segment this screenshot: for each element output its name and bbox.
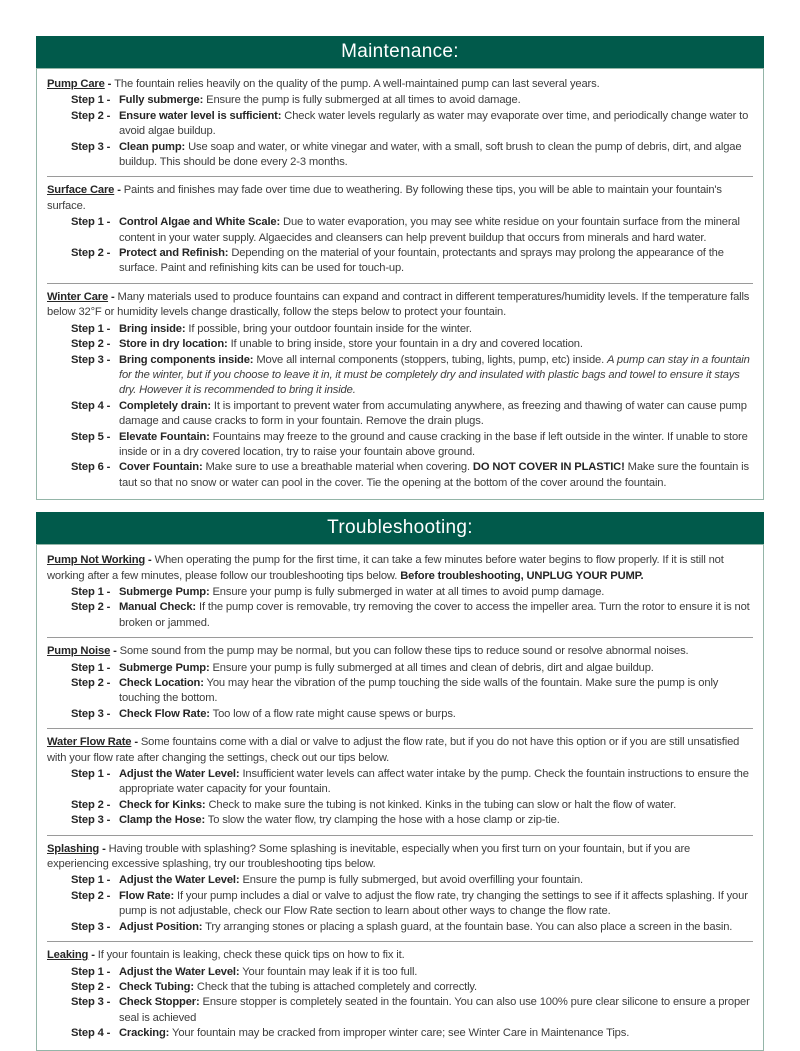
text-segment: The fountain relies heavily on the quality of the pump. A well-maintained pump can last several years. [114, 78, 600, 90]
step-row [71, 109, 753, 140]
step-label: Step 3 - [71, 140, 111, 153]
troubleshooting-body [36, 544, 764, 1050]
group-name: Pump Not Working [47, 554, 146, 567]
step-row [71, 676, 753, 707]
step-body [119, 430, 753, 461]
group-intro [47, 842, 753, 873]
step-label: Step 2 - [71, 889, 111, 902]
step-label: Step 1 - [71, 965, 111, 978]
step-body [119, 337, 753, 352]
step-title: Clean pump: [119, 140, 186, 153]
step-body [119, 707, 753, 722]
step-label: Step 1 - [71, 768, 111, 781]
step-label: Step 2 - [71, 980, 111, 993]
text-segment: Before troubleshooting, UNPLUG YOUR PUMP. [400, 569, 644, 582]
care-group [47, 835, 753, 935]
group-intro [47, 77, 753, 92]
step-body [119, 798, 753, 813]
text-segment: Ensure the pump is fully submerged at all times to avoid damage. [206, 94, 521, 107]
group-dash: - [104, 78, 115, 90]
text-segment: Your fountain may leak if it is too full. [242, 965, 418, 978]
step-row [71, 430, 753, 461]
text-segment: A pump can stay in a fountain for the winter, but if you choose to leave it in, it must be completely dry and insulated with plastic bags and towel to ensure it stays dry. However it is recommended to bring it inside. [119, 353, 750, 397]
text-segment: Due to water evaporation, you may see white residue on your fountain surface from the mineral content in your water supply. Algaecides and cleansers can help prevent buildup that occurs from minerals and hard water. [119, 216, 740, 244]
group-dash: - [131, 736, 141, 749]
care-group [47, 637, 753, 722]
step-body [119, 920, 753, 935]
step-row [71, 995, 753, 1026]
text-segment: Check that the tubing is attached completely and correctly. [196, 980, 477, 993]
text-segment: Some fountains come with a dial or valve to adjust the flow rate, but if you do not have this option or if you are still unsatisfied with your flow rate after changing the settings, check out our tips below. [47, 736, 740, 764]
maintenance-header [36, 36, 764, 68]
text-segment: Use soap and water, or white vinegar and water, with a small, soft brush to clean the pump of debris, dirt, and algae buildup. This should be done every 2-3 months. [119, 140, 742, 169]
text-segment: Many materials used to produce fountains can expand and contract in different temperatures/humidity levels. If the temperature falls below 32°F or humidity levels change drastically, follow the steps below to protect your fountain. [47, 290, 750, 319]
step-title: Manual Check: [119, 601, 197, 614]
step-label: Step 2 - [71, 338, 111, 351]
step-title: Adjust the Water Level: [119, 965, 240, 978]
step-row [71, 965, 753, 980]
step-body [119, 980, 753, 995]
text-segment: If possible, bring your outdoor fountain inside for the winter. [188, 322, 472, 335]
step-body [119, 873, 753, 888]
step-row [71, 813, 753, 828]
step-body [119, 585, 753, 600]
text-segment: Paints and finishes may fade over time due to weathering. By following these tips, you will be able to maintain your fountain's surface. [47, 184, 722, 212]
step-title: Protect and Refinish: [119, 247, 229, 260]
group-name: Water Flow Rate [47, 736, 132, 749]
step-row [71, 1026, 753, 1041]
text-segment: Try arranging stones or placing a splash guard, at the fountain base. You can also place a screen in the basin. [205, 920, 733, 933]
step-body [119, 322, 753, 337]
care-group [47, 728, 753, 828]
text-segment: If the pump cover is removable, try removing the cover to access the impeller area. Turn the rotor to ensure it is not broken or jammed. [119, 601, 750, 629]
step-body [119, 109, 753, 140]
text-segment: Some sound from the pump may be normal, but you can follow these tips to reduce sound or resolve abnormal noises. [119, 645, 689, 658]
group-dash: - [145, 554, 155, 567]
group-dash: - [99, 842, 109, 855]
maintenance-body [36, 68, 764, 500]
group-intro [47, 183, 753, 214]
group-intro [47, 948, 753, 963]
step-row [71, 246, 753, 277]
step-title: Check Tubing: [119, 980, 194, 993]
step-title: Cover Fountain: [119, 461, 203, 474]
step-label: Step 3 - [71, 996, 111, 1009]
text-segment: You may hear the vibration of the pump touching the side walls of the fountain. Make sure the pump is only touching the bottom. [119, 677, 719, 705]
step-label: Step 1 - [71, 216, 111, 229]
step-body [119, 965, 753, 980]
step-title: Elevate Fountain: [119, 430, 210, 443]
text-segment: It is important to prevent water from accumulating anywhere, as freezing and thawing of water can cause pump damage and cause cracks to form in your fountain. Remove the drain plugs. [119, 399, 747, 428]
step-row [71, 873, 753, 888]
step-row [71, 353, 753, 399]
step-row [71, 337, 753, 352]
step-body [119, 399, 753, 430]
step-label: Step 1 - [71, 874, 111, 887]
text-segment: Having trouble with splashing? Some splashing is inevitable, especially when you first turn on your fountain, but if you are experiencing excessive splashing, try our troubleshooting tips below. [47, 842, 691, 871]
step-row [71, 140, 753, 171]
text-segment: Your fountain may be cracked from improper winter care; see Winter Care in Maintenance Tips. [172, 1027, 630, 1040]
group-name: Splashing [47, 842, 100, 855]
step-label: Step 2 - [71, 601, 111, 614]
care-group [47, 553, 753, 631]
step-row [71, 399, 753, 430]
step-label: Step 3 - [71, 814, 111, 827]
step-label: Step 3 - [71, 353, 111, 366]
group-intro [47, 553, 753, 584]
step-title: Ensure water level is sufficient: [119, 109, 282, 122]
step-body [119, 600, 753, 631]
step-title: Flow Rate: [119, 889, 175, 902]
step-title: Check Location: [119, 677, 204, 689]
step-body [119, 661, 753, 676]
text-segment: Check to make sure the tubing is not kinked. Kinks in the tubing can slow or halt the flow of water. [208, 798, 677, 811]
step-row [71, 93, 753, 108]
text-segment: Move all internal components (stoppers, tubing, lights, pump, etc) inside. [256, 353, 605, 366]
maintenance-title: Maintenance: [341, 41, 459, 62]
step-title: Submerge Pump: [119, 661, 210, 674]
care-group [47, 941, 753, 1041]
step-row [71, 460, 753, 491]
step-row [71, 889, 753, 920]
step-title: Bring components inside: [119, 353, 254, 366]
group-name: Pump Care [47, 78, 105, 90]
text-segment: If unable to bring inside, store your fountain in a dry and covered location. [230, 338, 583, 351]
step-body [119, 889, 753, 920]
step-row [71, 798, 753, 813]
group-name: Leaking [47, 949, 89, 962]
text-segment: Insufficient water levels can affect water intake by the pump. Check the fountain instructions to ensure the appropriate water capacity for your fountain. [119, 768, 749, 796]
step-body [119, 353, 753, 399]
text-segment: If your fountain is leaking, check these quick tips on how to fix it. [97, 949, 405, 962]
text-segment: Make sure to use a breathable material when covering. [205, 461, 470, 474]
step-label: Step 3 - [71, 707, 111, 720]
step-body [119, 215, 753, 246]
group-intro [47, 644, 753, 659]
step-title: Check Stopper: [119, 996, 200, 1009]
step-body [119, 995, 753, 1026]
step-label: Step 2 - [71, 247, 111, 260]
step-row [71, 661, 753, 676]
step-title: Completely drain: [119, 399, 211, 412]
text-segment: Make sure the fountain is taut so that no snow or water can pool in the cover. Tie the opening at the bottom of the cover around the fountain. [119, 461, 749, 489]
step-title: Adjust the Water Level: [119, 768, 240, 781]
step-body [119, 676, 753, 707]
step-row [71, 600, 753, 631]
step-label: Step 5 - [71, 430, 111, 443]
step-title: Control Algae and White Scale: [119, 216, 281, 229]
text-segment: Too low of a flow rate might cause spews or burps. [212, 707, 456, 720]
step-row [71, 980, 753, 995]
step-title: Submerge Pump: [119, 585, 210, 598]
step-body [119, 246, 753, 277]
text-segment: Fountains may freeze to the ground and cause cracking in the base if left outside in the winter. If unable to store inside or in a dry covered location, try to raise your fountain above ground. [119, 430, 748, 458]
troubleshooting-section [36, 512, 764, 1050]
text-segment: Check water levels regularly as water may evaporate over time, and periodically change water to avoid algae buildup. [119, 109, 749, 138]
troubleshooting-title: Troubleshooting: [327, 517, 473, 539]
text-segment: Ensure your pump is fully submerged at all times and clean of debris, dirt and algae buildup. [212, 661, 654, 674]
group-dash: - [114, 184, 124, 197]
group-dash: - [108, 290, 118, 303]
step-title: Adjust Position: [119, 920, 203, 933]
step-title: Fully submerge: [119, 94, 204, 107]
step-label: Step 2 - [71, 798, 111, 811]
step-body [119, 140, 753, 171]
text-segment: Depending on the material of your fountain, protectants and sprays may prolong the appearance of the surface. Paint and refinishing kits can be used for touch-up. [119, 247, 724, 275]
care-group [47, 77, 753, 170]
maintenance-section [36, 36, 764, 500]
text-segment: Ensure stopper is completely seated in the fountain. You can also use 100% pure clear silicone to ensure a proper seal is achieved [119, 996, 750, 1024]
text-segment: If your pump includes a dial or valve to adjust the flow rate, try changing the settings to see if it affects splashing. If your pump is not adjustable, check our Flow Rate section to learn about other ways to change the flow rate. [119, 889, 748, 918]
step-body [119, 460, 753, 491]
group-name: Winter Care [47, 290, 109, 303]
step-label: Step 2 - [71, 109, 111, 122]
text-segment: When operating the pump for the first time, it can take a few minutes before water begins to flow properly. If it is still not working after a few minutes, please follow our troubleshooting tips below. [47, 554, 724, 582]
step-title: Bring inside: [119, 322, 186, 335]
step-title: Check for Kinks: [119, 798, 206, 811]
text-segment: DO NOT COVER IN PLASTIC! [472, 461, 625, 474]
group-dash: - [110, 645, 120, 658]
group-dash: - [88, 949, 98, 962]
group-intro [47, 290, 753, 321]
step-row [71, 215, 753, 246]
step-title: Adjust the Water Level: [119, 874, 240, 887]
step-label: Step 2 - [71, 677, 111, 689]
troubleshooting-header [36, 512, 764, 544]
step-label: Step 1 - [71, 585, 111, 598]
step-row [71, 585, 753, 600]
step-body [119, 767, 753, 798]
step-body [119, 1026, 753, 1041]
text-segment: Ensure the pump is fully submerged, but avoid overfilling your fountain. [242, 874, 583, 887]
step-row [71, 920, 753, 935]
step-row [71, 767, 753, 798]
care-group [47, 176, 753, 276]
step-label: Step 1 - [71, 661, 111, 674]
step-title: Clamp the Hose: [119, 814, 206, 827]
step-body [119, 813, 753, 828]
step-label: Step 3 - [71, 920, 111, 933]
step-row [71, 322, 753, 337]
text-segment: To slow the water flow, try clamping the hose with a hose clamp or zip-tie. [207, 814, 560, 827]
step-label: Step 1 - [71, 94, 111, 107]
text-segment: Ensure your pump is fully submerged in water at all times to avoid pump damage. [212, 585, 605, 598]
step-label: Step 4 - [71, 1027, 111, 1040]
step-label: Step 6 - [71, 461, 111, 474]
step-body [119, 93, 753, 108]
group-intro [47, 735, 753, 766]
step-row [71, 707, 753, 722]
step-title: Cracking: [119, 1027, 170, 1040]
group-name: Pump Noise [47, 645, 111, 658]
step-label: Step 4 - [71, 399, 111, 412]
step-label: Step 1 - [71, 322, 111, 335]
care-group [47, 283, 753, 491]
group-name: Surface Care [47, 184, 115, 197]
step-title: Store in dry location: [119, 338, 228, 351]
step-title: Check Flow Rate: [119, 707, 210, 720]
